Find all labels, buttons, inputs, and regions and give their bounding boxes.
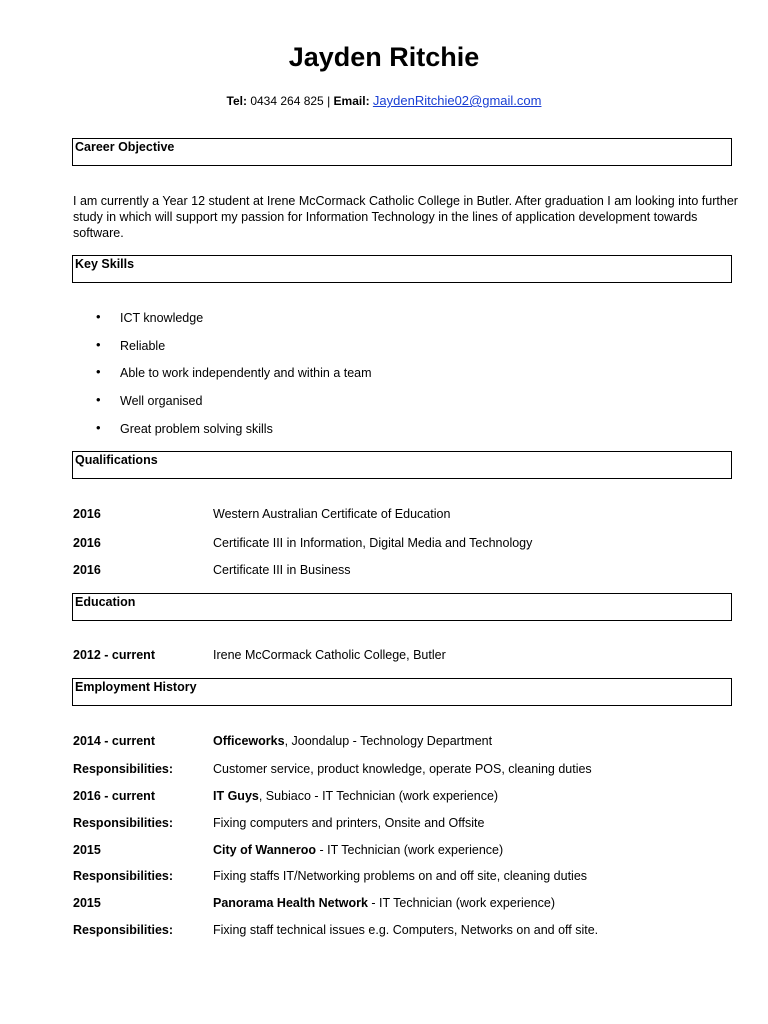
employment-position [213,789,498,803]
skill-text: Well organised [120,394,203,408]
objective-paragraph: I am currently a Year 12 student at Irene McCormack Catholic College in Butler. After graduation I am looking into further study in which will support my passion for Information Technology in the lines of application development towards software. [73,194,738,240]
responsibilities-text: Fixing staffs IT/Networking problems on and off site, cleaning duties [213,869,588,883]
employment-position [213,896,555,910]
employer-name: Panorama Health Network [213,896,368,910]
employer-name: City of Wanneroo [213,843,317,857]
employment-position [213,843,503,857]
tel-value: 0434 264 825 [250,94,324,108]
qualification-title: Western Australian Certificate of Education [213,507,451,521]
employment-period: 2015 [73,896,101,910]
tel-label: Tel: [226,94,247,108]
key-skills-heading: Key Skills [72,255,732,283]
contact-separator: | [327,94,331,108]
email-link[interactable]: JaydenRitchie02@gmail.com [372,93,542,108]
employment-period: 2015 [73,843,101,857]
responsibilities-label: Responsibilities: [73,869,174,883]
skill-text: ICT knowledge [120,311,204,325]
employment-detail: - IT Technician (work experience) [367,896,556,910]
education-school: Irene McCormack Catholic College, Butler [213,648,446,662]
qualification-year: 2016 [73,507,101,521]
bullet-icon: • [96,337,101,352]
skill-text: Able to work independently and within a team [120,366,372,380]
qualification-year: 2016 [73,563,101,577]
responsibilities-text: Customer service, product knowledge, operate POS, cleaning duties [213,762,592,776]
responsibilities-label: Responsibilities: [73,816,174,830]
bullet-icon: • [96,309,101,324]
skill-text: Great problem solving skills [120,422,273,436]
responsibilities-text: Fixing computers and printers, Onsite and Offsite [213,816,485,830]
bullet-icon: • [96,392,101,407]
resume-name: Jayden Ritchie [288,42,480,72]
employment-detail: , Subiaco - IT Technician (work experience) [258,789,499,803]
skill-text: Reliable [120,339,166,353]
qualification-title: Certificate III in Information, Digital Media and Technology [213,536,533,550]
qualifications-heading: Qualifications [72,451,732,479]
contact-line [0,93,768,108]
employer-name: Officeworks [213,734,285,748]
employment-period: 2014 - current [73,734,155,748]
bullet-icon: • [96,420,101,435]
education-heading: Education [72,593,732,621]
employment-detail: - IT Technician (work experience) [316,843,504,857]
email-label: Email: [333,94,370,108]
education-period: 2012 - current [73,648,155,662]
employment-history-heading: Employment History [72,678,732,706]
employer-name: IT Guys [213,789,259,803]
employment-period: 2016 - current [73,789,155,803]
career-objective-heading: Career Objective [72,138,732,166]
responsibilities-label: Responsibilities: [73,923,174,937]
employment-detail: , Joondalup - Technology Department [284,734,493,748]
qualification-title: Certificate III in Business [213,563,351,577]
bullet-icon: • [96,364,101,379]
responsibilities-text: Fixing staff technical issues e.g. Computers, Networks on and off site. [213,923,599,937]
employment-position [213,734,492,748]
qualification-year: 2016 [73,536,101,550]
responsibilities-label: Responsibilities: [73,762,174,776]
